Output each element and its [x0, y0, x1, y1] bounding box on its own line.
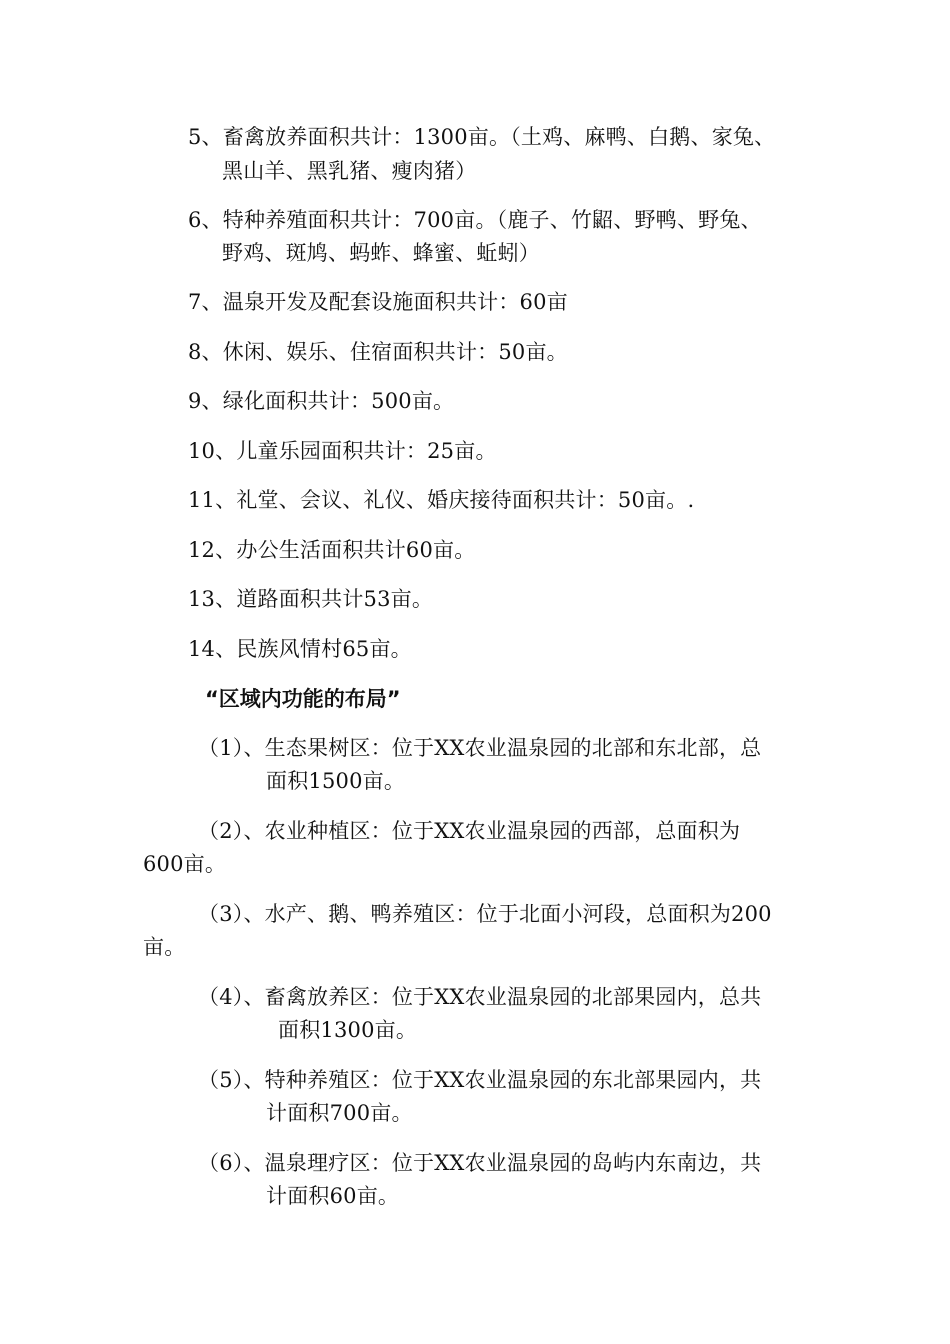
area-item-9: 9、绿化面积共计：500亩。 — [188, 389, 455, 413]
area-item-12: 12、办公生活面积共计60亩。 — [188, 538, 476, 562]
zone-1-line1: （1）、生态果树区：位于XX农业温泉园的北部和东北部，总 — [198, 736, 762, 760]
area-item-6-line1: 6、特种养殖面积共计：700亩。（鹿子、竹鼦、野鸭、野兔、 — [188, 208, 762, 232]
area-item-13: 13、道路面积共计53亩。 — [188, 587, 434, 611]
zone-6-line1: （6）、温泉理疗区：位于XX农业温泉园的岛屿内东南边，共 — [198, 1151, 762, 1175]
zone-2-line2: 600亩。 — [143, 852, 227, 876]
section-heading: “区域内功能的布局” — [205, 687, 401, 711]
zone-3-line2: 亩。 — [143, 935, 186, 959]
zone-5-line2: 计面积700亩。 — [266, 1101, 413, 1125]
area-item-6-line2: 野鸡、斑鸠、蚂蚱、蜂蜜、蚯蚓） — [222, 241, 540, 265]
zone-3-line1: （3）、水产、鹅、鸭养殖区：位于北面小河段，总面积为200 — [198, 902, 772, 926]
zone-4-line2: 面积1300亩。 — [278, 1018, 418, 1042]
zone-1-line2: 面积1500亩。 — [266, 769, 406, 793]
zone-2-line1: （2）、农业种植区：位于XX农业温泉园的西部，总面积为 — [198, 819, 741, 843]
area-item-7: 7、温泉开发及配套设施面积共计：60亩 — [188, 290, 568, 314]
area-item-8: 8、休闲、娱乐、住宿面积共计：50亩。 — [188, 340, 568, 364]
area-item-11: 11、礼堂、会议、礼仪、婚庆接待面积共计：50亩。. — [188, 488, 695, 512]
area-item-5-line1: 5、畜禽放养面积共计：1300亩。（土鸡、麻鸭、白鹅、家兔、 — [188, 125, 776, 149]
area-item-10: 10、儿童乐园面积共计：25亩。 — [188, 439, 497, 463]
area-item-5-line2: 黑山羊、黑乳猪、瘦肉猪） — [222, 159, 477, 183]
area-item-14: 14、民族风情村65亩。 — [188, 637, 412, 661]
zone-4-line1: （4）、畜禽放养区：位于XX农业温泉园的北部果园内，总共 — [198, 985, 762, 1009]
zone-6-line2: 计面积60亩。 — [266, 1184, 400, 1208]
zone-5-line1: （5）、特种养殖区：位于XX农业温泉园的东北部果园内，共 — [198, 1068, 762, 1092]
